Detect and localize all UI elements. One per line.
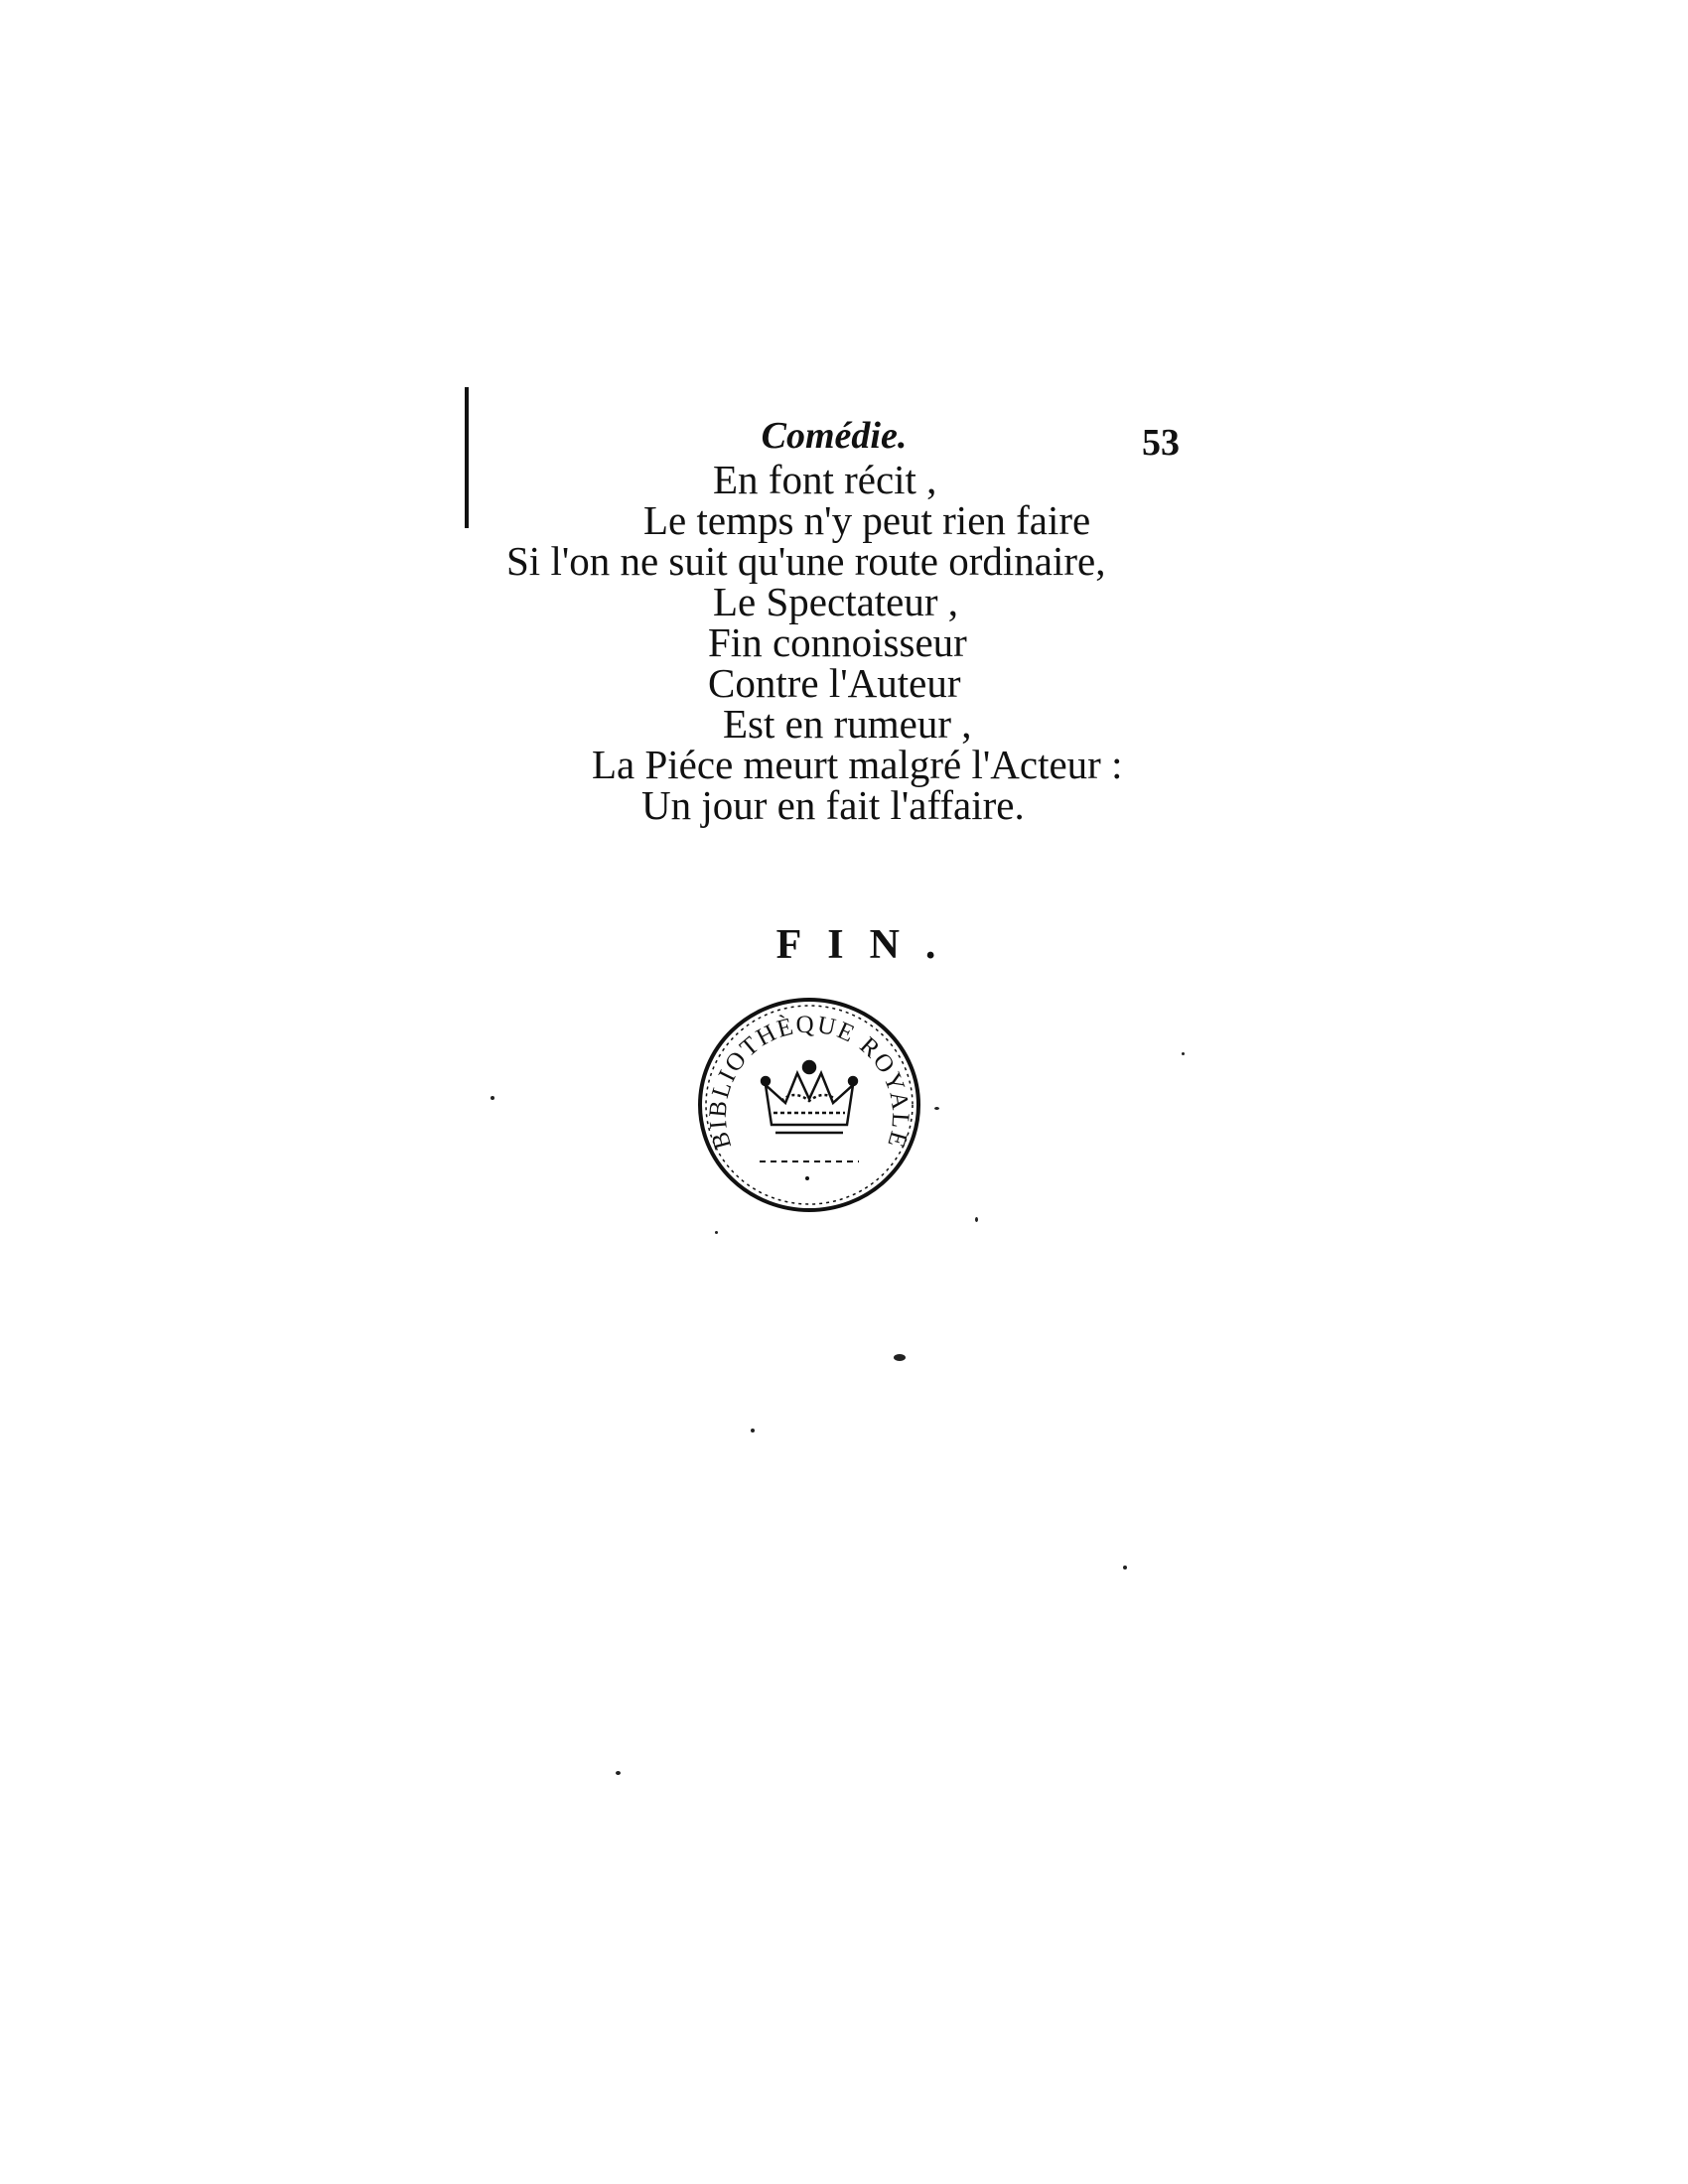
page-number: 53 — [1142, 422, 1180, 464]
verse-line: Contre l'Auteur — [708, 660, 961, 706]
verse-line: Le temps n'y peut rien faire — [643, 497, 1091, 543]
verse-line: Le Spectateur , — [713, 579, 959, 624]
verse-line: Est en rumeur , — [723, 701, 972, 747]
verse-line: Un jour en fait l'affaire. — [641, 782, 1025, 828]
running-head — [0, 414, 1688, 458]
ink-speck — [491, 1096, 494, 1100]
ink-speck — [616, 1771, 621, 1775]
verse-line: La Piéce meurt malgré l'Acteur : — [592, 742, 1123, 787]
ink-speck — [934, 1107, 939, 1110]
closing-fin — [0, 921, 1688, 969]
verse-line: Fin connoisseur — [708, 619, 967, 665]
stamp-seal — [690, 988, 928, 1216]
closing-fin-text: FIN. — [775, 922, 962, 968]
running-head-text: Comédie. — [761, 415, 908, 457]
ink-speck — [894, 1354, 906, 1361]
ink-speck — [1182, 1052, 1185, 1055]
crown-icon — [762, 1061, 857, 1133]
stamp-text: BIBLIOTHÈQUE ROYALE — [704, 1011, 914, 1153]
ink-speck — [715, 1231, 718, 1234]
library-stamp — [690, 988, 928, 1216]
ink-speck — [1123, 1566, 1127, 1570]
verse-line: Si l'on ne suit qu'une route ordinaire, — [506, 538, 1106, 584]
verse-line: En font récit , — [713, 457, 937, 502]
ink-speck — [975, 1217, 978, 1222]
ink-speck — [751, 1429, 755, 1433]
margin-rule — [465, 387, 469, 528]
